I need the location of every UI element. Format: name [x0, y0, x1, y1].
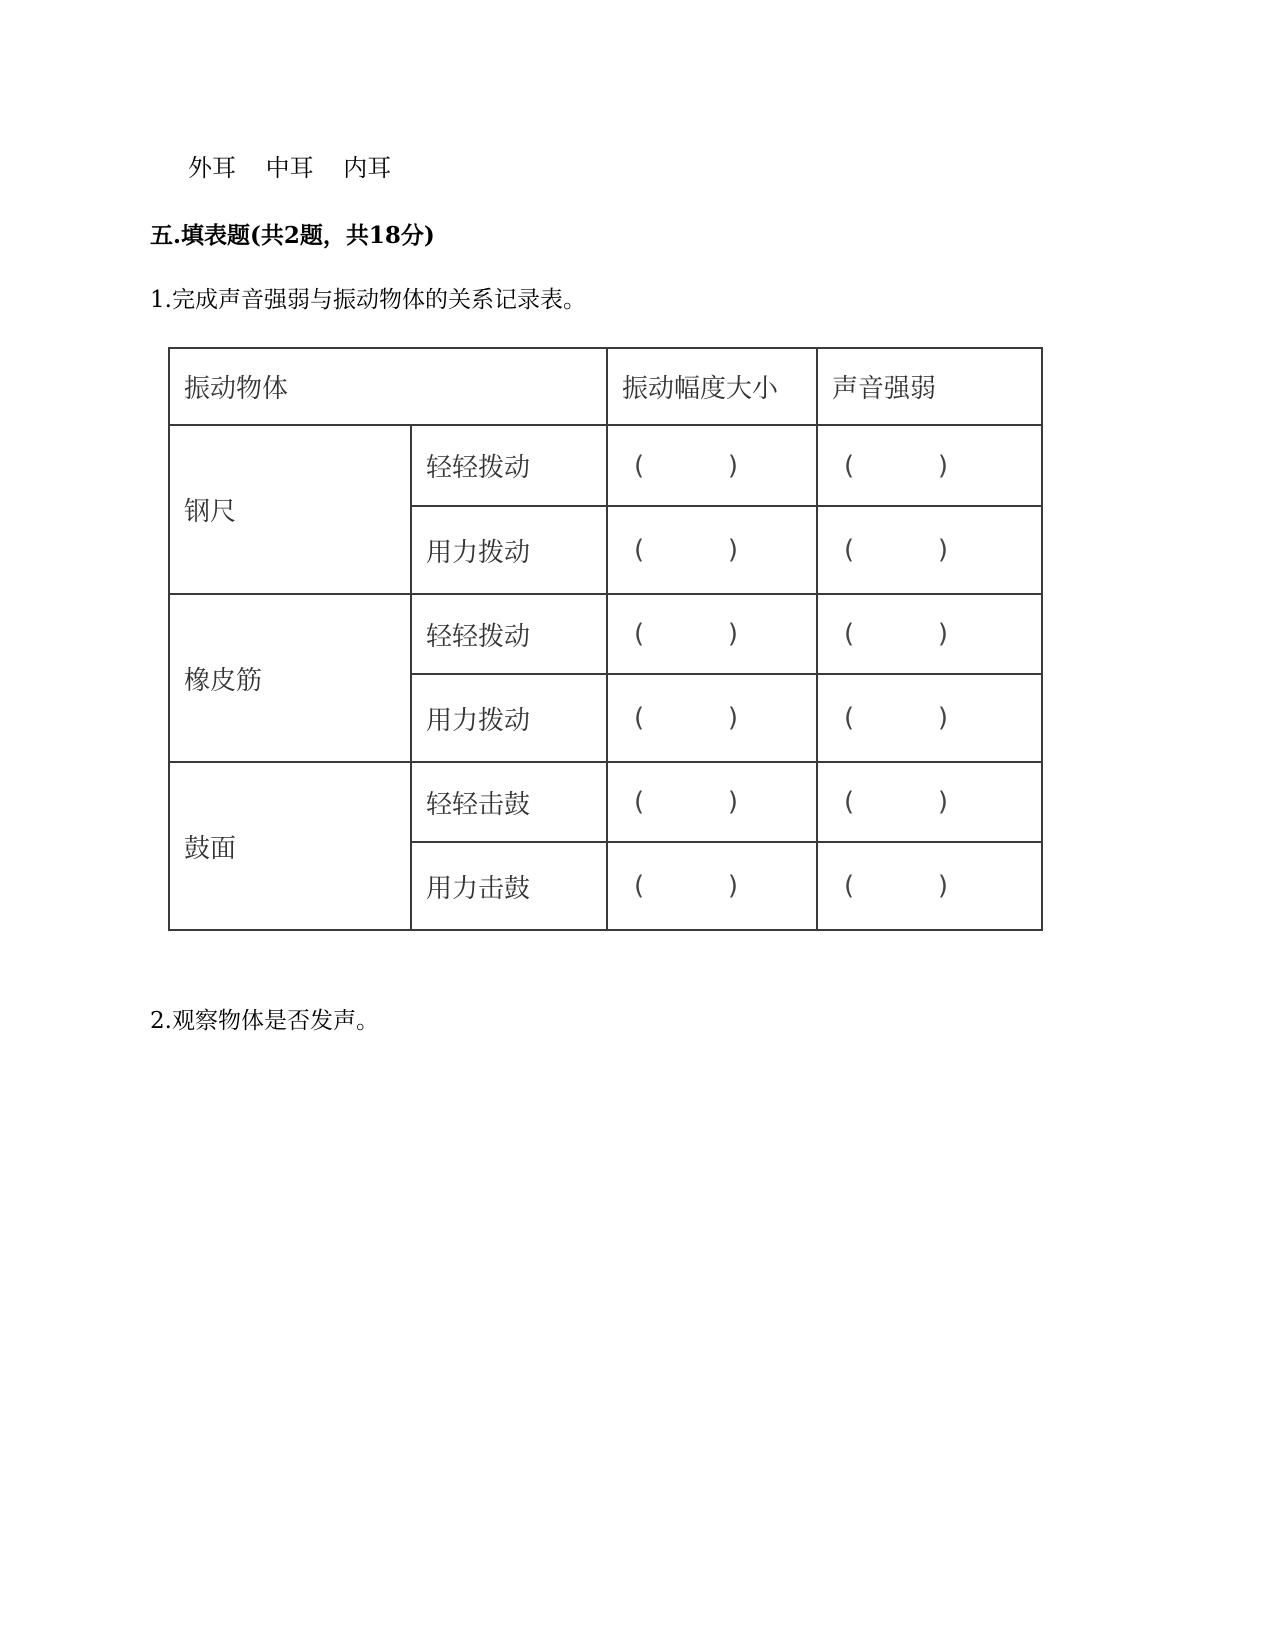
- question-2: 2.观察物体是否发声。: [150, 1008, 379, 1034]
- previous-answer-options: [188, 148, 413, 183]
- answer-blank[interactable]: ( ): [817, 674, 1042, 762]
- section-title: 五.填表题(共2题，共18分): [150, 222, 435, 249]
- header-sound-strength: 声音强弱: [817, 348, 1042, 425]
- object-cell: 橡皮筋: [169, 594, 411, 762]
- header-amplitude: 振动幅度大小: [607, 348, 817, 425]
- header-vibrating-object: 振动物体: [169, 348, 607, 425]
- object-cell: 钢尺: [169, 425, 411, 594]
- action-cell: 用力拨动: [411, 674, 607, 762]
- question-1: 1.完成声音强弱与振动物体的关系记录表。: [150, 287, 586, 313]
- answer-blank[interactable]: ( ): [607, 425, 817, 506]
- table-row: [169, 425, 1042, 506]
- option-inner-ear: 内耳: [343, 154, 392, 182]
- answer-blank[interactable]: ( ): [817, 594, 1042, 674]
- record-table: [168, 347, 1043, 931]
- action-cell: 轻轻拨动: [411, 425, 607, 506]
- answer-blank[interactable]: ( ): [817, 425, 1042, 506]
- answer-blank[interactable]: ( ): [607, 842, 817, 930]
- action-cell: 轻轻拨动: [411, 594, 607, 674]
- action-cell: 轻轻击鼓: [411, 762, 607, 842]
- table-row: [169, 594, 1042, 674]
- action-cell: 用力拨动: [411, 506, 607, 594]
- answer-blank[interactable]: ( ): [817, 762, 1042, 842]
- answer-blank[interactable]: ( ): [607, 762, 817, 842]
- table-header-row: [169, 348, 1042, 425]
- table-row: [169, 762, 1042, 842]
- answer-blank[interactable]: ( ): [817, 842, 1042, 930]
- answer-blank[interactable]: ( ): [607, 506, 817, 594]
- object-cell: 鼓面: [169, 762, 411, 930]
- option-outer-ear: 外耳: [188, 154, 236, 182]
- answer-blank[interactable]: ( ): [817, 506, 1042, 594]
- answer-blank[interactable]: ( ): [607, 674, 817, 762]
- answer-blank[interactable]: ( ): [607, 594, 817, 674]
- option-middle-ear: 中耳: [265, 154, 314, 182]
- action-cell: 用力击鼓: [411, 842, 607, 930]
